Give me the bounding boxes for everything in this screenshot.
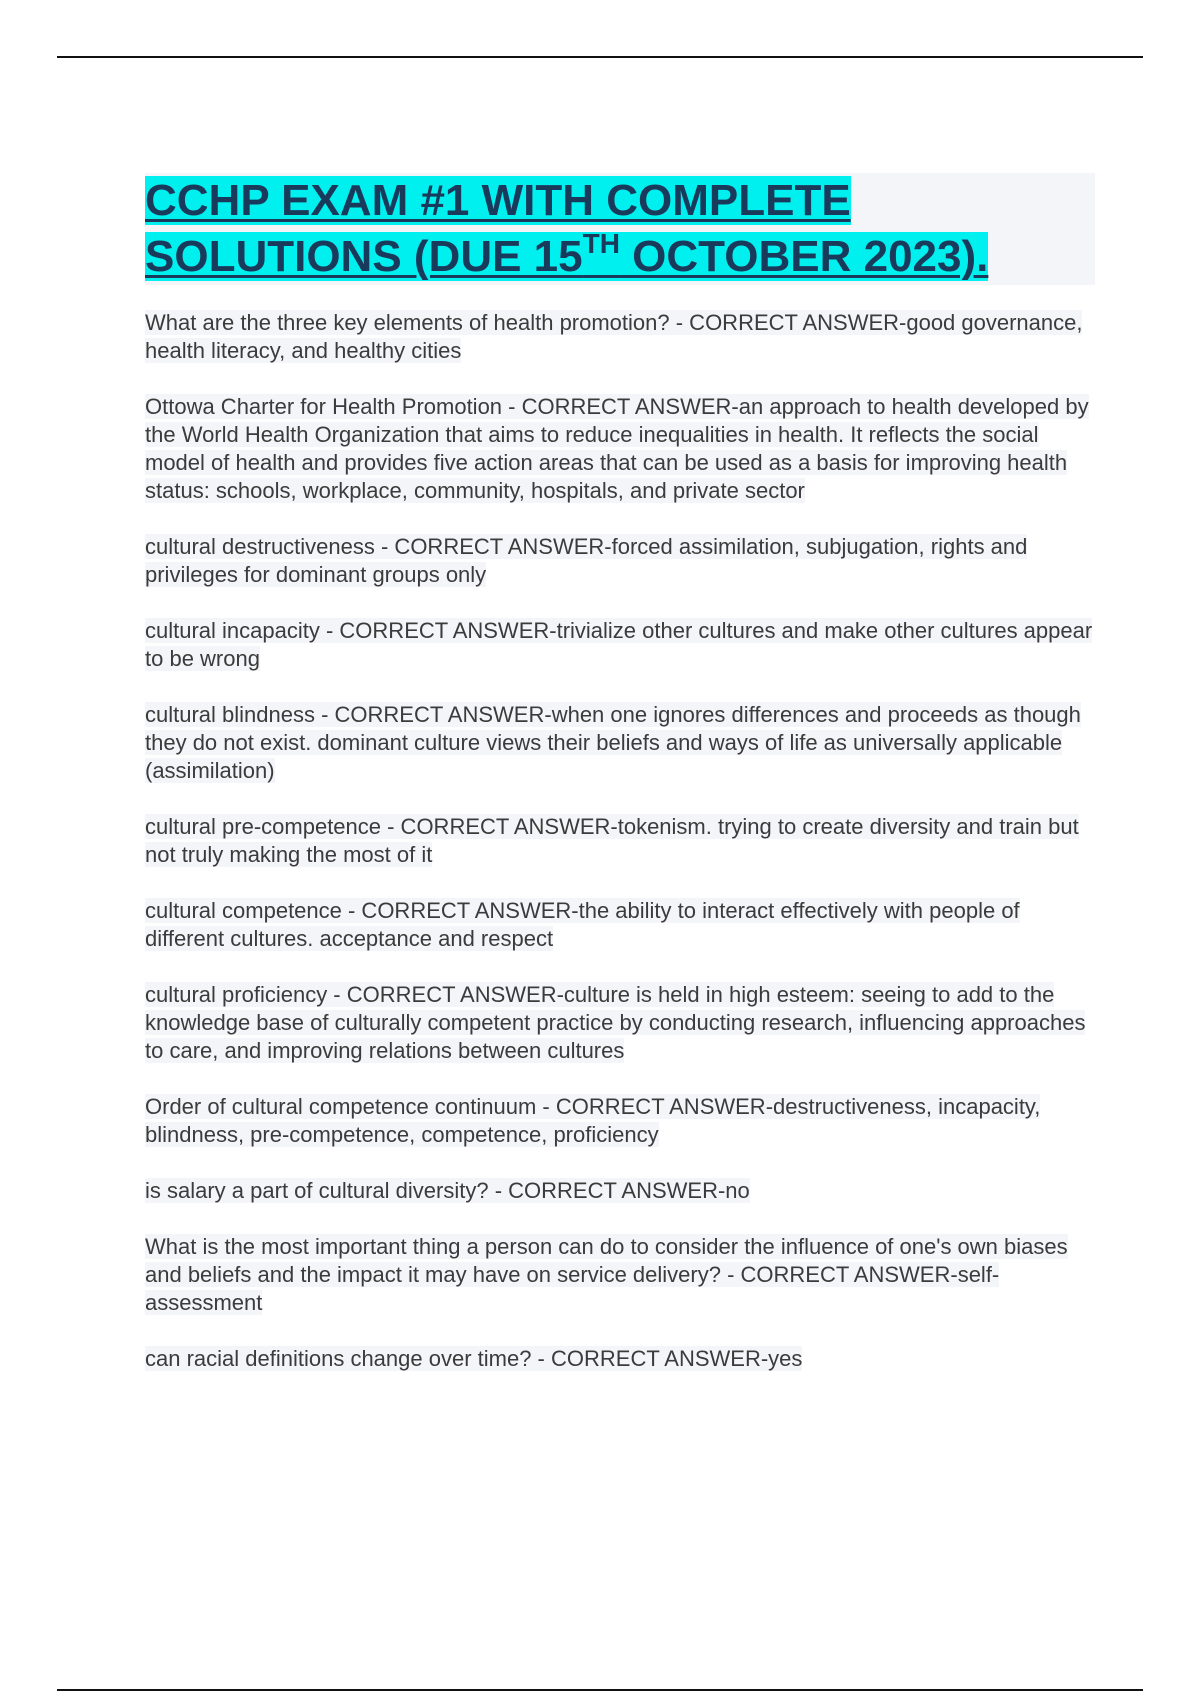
title-line-2-suffix: OCTOBER 2023). xyxy=(619,232,989,281)
document-title xyxy=(145,173,1089,285)
document-body xyxy=(145,173,1095,1401)
qa-text: cultural proficiency - CORRECT ANSWER-culture is held in high esteem: seeing to add to the knowledge base of culturally competent practice by conducting research, influencing approaches to care, and improving relations between cultures xyxy=(145,982,1086,1063)
qa-text: cultural pre-competence - CORRECT ANSWER-tokenism. trying to create diversity and train but not truly making the most of it xyxy=(145,814,1079,867)
qa-item xyxy=(145,533,1095,589)
qa-text: Ottowa Charter for Health Promotion - CORRECT ANSWER-an approach to health developed by the World Health Organization that aims to reduce inequalities in health. It reflects the social model of health and provides five action areas that can be used as a basis for improving health status: schools, workplace, community, hospitals, and private sector xyxy=(145,394,1089,503)
qa-text: can racial definitions change over time? - CORRECT ANSWER-yes xyxy=(145,1346,803,1371)
footer-rule xyxy=(57,1689,1143,1691)
qa-item xyxy=(145,1345,1095,1373)
header-rule xyxy=(57,56,1143,58)
qa-text: cultural blindness - CORRECT ANSWER-when one ignores differences and proceeds as though they do not exist. dominant culture views their beliefs and ways of life as universally applicable (assimilation) xyxy=(145,702,1081,783)
title-superscript: TH xyxy=(582,228,620,259)
qa-text: cultural destructiveness - CORRECT ANSWER-forced assimilation, subjugation, rights and privileges for dominant groups only xyxy=(145,534,1028,587)
title-line-1: CCHP EXAM #1 WITH COMPLETE xyxy=(145,176,851,225)
qa-item xyxy=(145,813,1095,869)
qa-text: cultural incapacity - CORRECT ANSWER-trivialize other cultures and make other cultures appear to be wrong xyxy=(145,618,1093,671)
qa-item xyxy=(145,897,1095,953)
qa-text: cultural competence - CORRECT ANSWER-the ability to interact effectively with people of different cultures. acceptance and respect xyxy=(145,898,1020,951)
qa-item xyxy=(145,1233,1095,1317)
title-line-2-prefix: SOLUTIONS (DUE 15 xyxy=(145,232,583,281)
qa-item xyxy=(145,393,1095,505)
qa-list xyxy=(145,309,1095,1373)
qa-text: What is the most important thing a person can do to consider the influence of one's own biases and beliefs and the impact it may have on service delivery? - CORRECT ANSWER-self-assessment xyxy=(145,1234,1068,1315)
qa-item xyxy=(145,1093,1095,1149)
qa-item xyxy=(145,981,1095,1065)
qa-text: What are the three key elements of health promotion? - CORRECT ANSWER-good governance, health literacy, and healthy cities xyxy=(145,310,1083,363)
qa-item xyxy=(145,701,1095,785)
qa-item xyxy=(145,309,1095,365)
qa-item xyxy=(145,617,1095,673)
title-block xyxy=(145,173,1095,285)
qa-text: Order of cultural competence continuum - CORRECT ANSWER-destructiveness, incapacity, blindness, pre-competence, competence, proficiency xyxy=(145,1094,1041,1147)
title-line-2 xyxy=(145,228,989,281)
qa-item xyxy=(145,1177,1095,1205)
qa-text: is salary a part of cultural diversity? - CORRECT ANSWER-no xyxy=(145,1178,750,1203)
